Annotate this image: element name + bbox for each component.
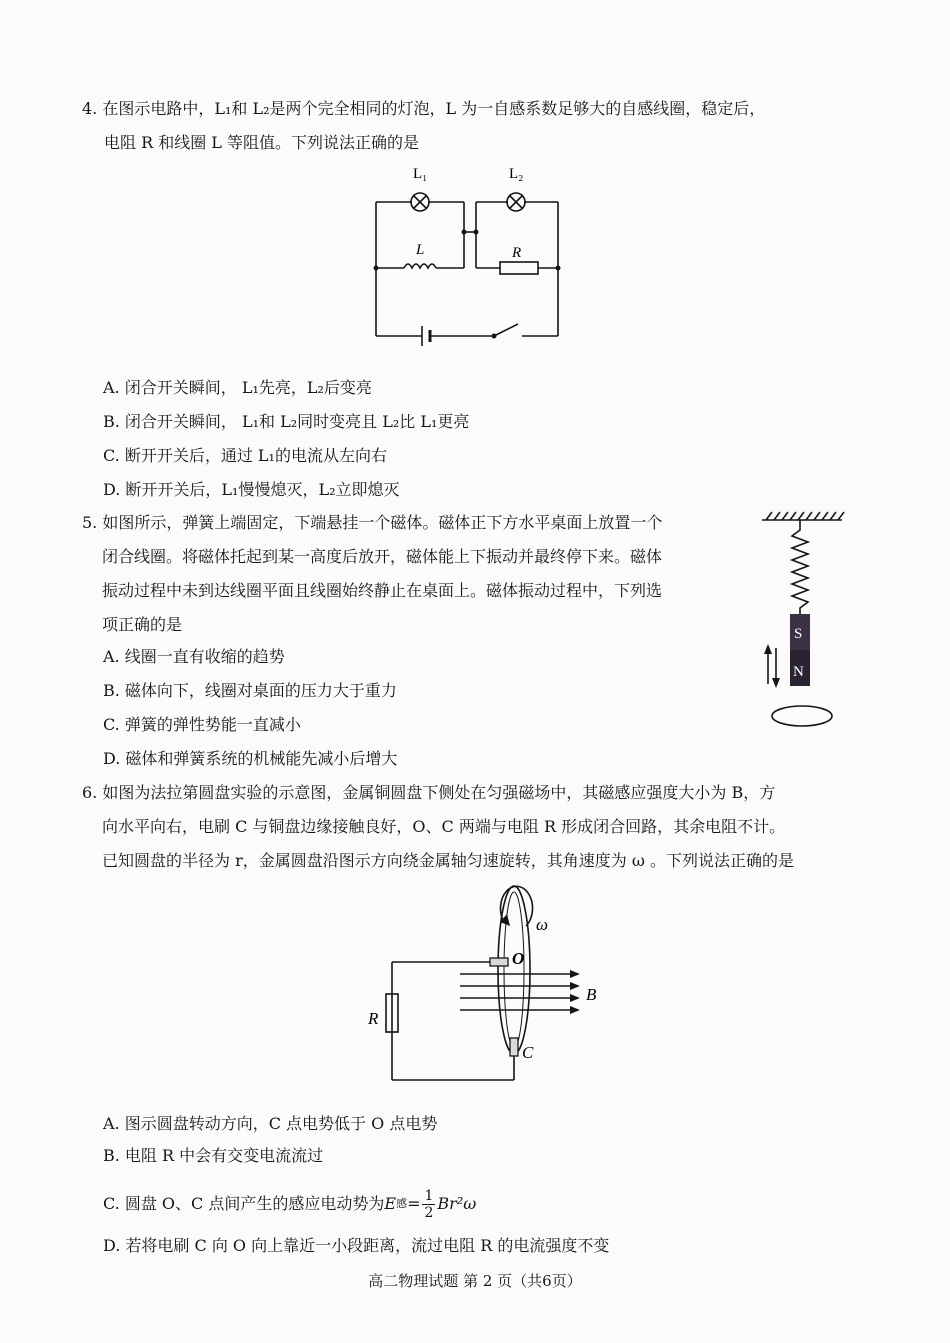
- edge-brush-c: [510, 1038, 518, 1056]
- resistor-label: R: [512, 245, 522, 261]
- emf-formula-rest: Br²ω: [437, 1194, 477, 1213]
- q4-option-d: D. 断开开关后，L₁慢慢熄灭，L₂立即熄灭: [103, 480, 400, 499]
- q4-options: [103, 374, 469, 504]
- q5-option-a: A. 线圈一直有收缩的趋势: [103, 647, 285, 666]
- coil-label: L: [416, 242, 425, 258]
- q6-option-a: A. 图示圆盘转动方向，C 点电势低于 O 点电势: [103, 1114, 438, 1133]
- q5-stem-line4: 项正确的是: [102, 615, 183, 634]
- q4-option-c: C. 断开开关后，通过 L₁的电流从左向右: [103, 446, 387, 465]
- q4-option-a: A. 闭合开关瞬间， L₁先亮，L₂后变亮: [103, 378, 372, 397]
- q6-stem: [82, 776, 794, 878]
- q5-option-d: D. 磁体和弹簧系统的机械能先减小后增大: [103, 749, 398, 768]
- q5-stem-line3: 振动过程中未到达线圈平面且线圈始终静止在桌面上。磁体振动过程中，下列选: [102, 581, 663, 600]
- fraction-denominator: 2: [424, 1204, 434, 1221]
- point-o-label: O: [512, 949, 525, 968]
- fraction-one-half: [422, 1188, 435, 1221]
- emf-equals: =: [407, 1194, 421, 1213]
- omega-label: ω: [536, 915, 549, 934]
- q5-spring-magnet-diagram: [758, 508, 848, 738]
- lamp2-label: L₂: [509, 166, 524, 182]
- pole-s-label: S: [794, 626, 803, 642]
- q5-options: [103, 643, 397, 773]
- q6-stem-line1: 如图为法拉第圆盘实验的示意图，金属铜圆盘下侧处在匀强磁场中，其磁感应强度大小为 B，方: [102, 783, 776, 802]
- fraction-numerator: 1: [424, 1187, 434, 1204]
- axle-brush: [490, 958, 508, 966]
- resistor-r-label: R: [368, 1009, 379, 1028]
- q4-number: 4.: [82, 99, 98, 118]
- page-footer: 高二物理试题 第 2 页（共6页）: [368, 1272, 582, 1290]
- q5-option-b: B. 磁体向下，线圈对桌面的压力大于重力: [103, 681, 397, 700]
- pole-n-label: N: [793, 664, 804, 680]
- q6-stem-line2: 向水平向右，电刷 C 与铜盘边缘接触良好，O、C 两端与电阻 R 形成闭合回路，其余电阻不计。: [102, 817, 786, 836]
- q4-stem-line1: 在图示电路中，L₁和 L₂是两个完全相同的灯泡，L 为一自感系数足够大的自感线圈，稳定后，: [102, 99, 766, 118]
- q6-options: [103, 1110, 609, 1260]
- q4-stem-line2: 电阻 R 和线圈 L 等阻值。下列说法正确的是: [104, 133, 420, 152]
- q6-number: 6.: [82, 783, 98, 802]
- q4-option-b: B. 闭合开关瞬间， L₁和 L₂同时变亮且 L₂比 L₁更亮: [103, 412, 470, 431]
- lamp1-label: L₁: [413, 166, 428, 182]
- q5-stem-line1: 如图所示，弹簧上端固定，下端悬挂一个磁体。磁体正下方水平桌面上放置一个: [102, 513, 663, 532]
- q5-number: 5.: [82, 513, 98, 532]
- field-b-label: B: [586, 985, 597, 1004]
- q4-circuit-diagram: [366, 160, 566, 360]
- q6-option-c: [103, 1182, 609, 1226]
- q5-stem: [82, 506, 662, 642]
- q5-option-c: C. 弹簧的弹性势能一直减小: [103, 715, 301, 734]
- q6-option-c-text: C. 圆盘 O、C 点间产生的感应电动势为: [103, 1194, 385, 1213]
- q6-stem-line3: 已知圆盘的半径为 r，金属圆盘沿图示方向绕金属轴匀速旋转，其角速度为 ω 。下列说法正确的是: [102, 851, 794, 870]
- emf-subscript: 感: [396, 1197, 408, 1210]
- q6-option-b: B. 电阻 R 中会有交变电流流过: [103, 1146, 324, 1165]
- q6-faraday-disk-diagram: [364, 882, 624, 1092]
- q5-stem-line2: 闭合线圈。将磁体托起到某一高度后放开，磁体能上下振动并最终停下来。磁体: [102, 547, 663, 566]
- emf-symbol: E: [384, 1194, 397, 1213]
- point-c-label: C: [522, 1043, 534, 1062]
- q6-option-d: D. 若将电刷 C 向 O 向上靠近一小段距离，流过电阻 R 的电流强度不变: [103, 1236, 610, 1255]
- q4-stem: [82, 92, 765, 160]
